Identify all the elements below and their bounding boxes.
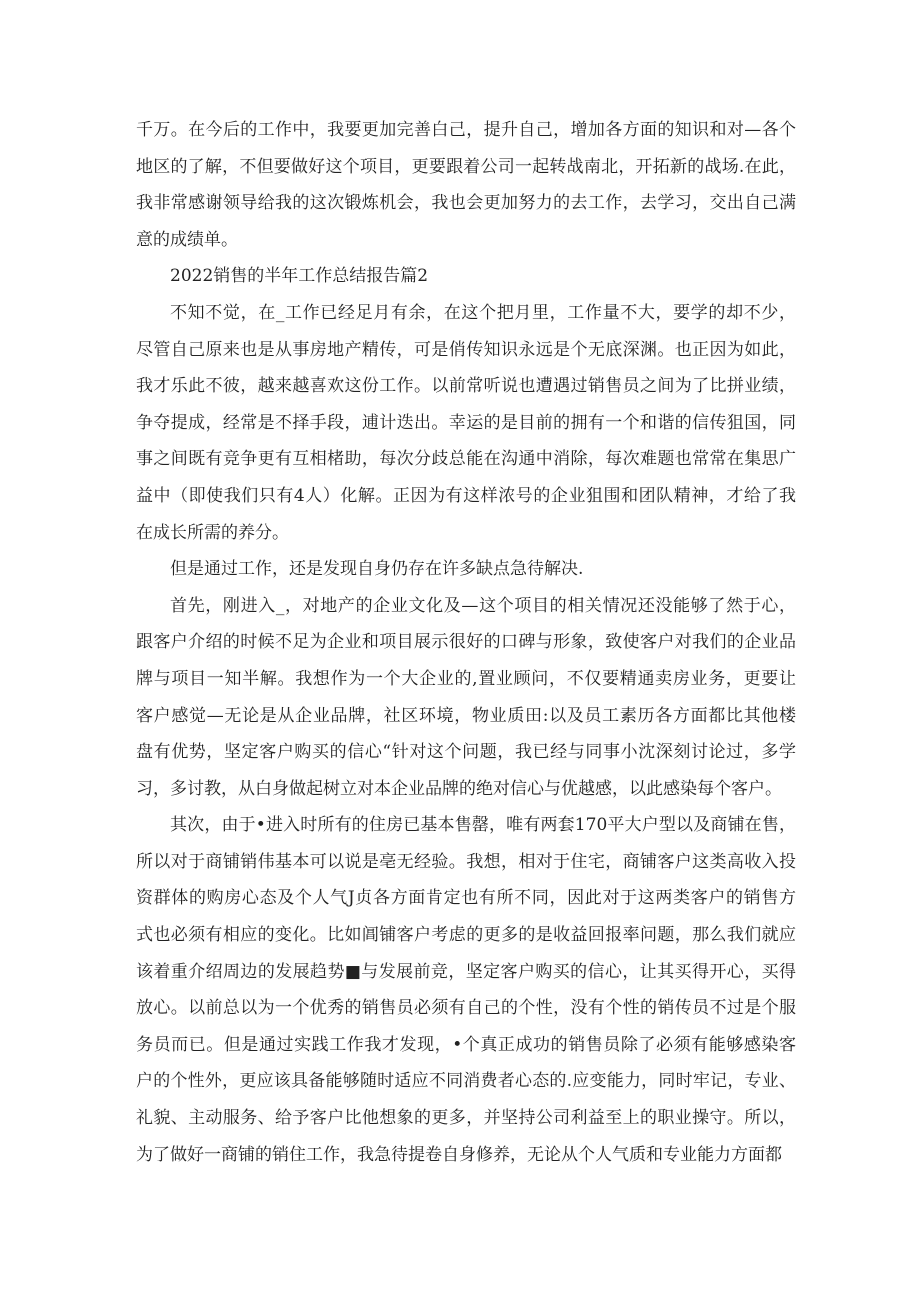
text-line: 其次，由于•进入时所有的住房已基本售罄，唯有两套170平大户型以及商铺在售， (170, 815, 796, 836)
paragraph (136, 588, 796, 808)
text-line: 跟客户介绍的时候不足为企业和项目展示很好的口碑与形象，致使客户对我们的企业品 (136, 632, 796, 653)
text-line: 事之间既有竞争更有互相楮助，每次分歧总能在沟通中消除，每次难题也常常在集思广 (136, 449, 796, 470)
text-line: 习，多讨教，从白身做起树立对本企业品牌的绝对信心与优越感，以此感染每个客户。 (136, 778, 782, 799)
text-line: 我非常感谢领导给我的这次锻炼机会，我也会更加努力的去工作，去学习，交出自己满 (136, 193, 796, 214)
text-line: 该着重介绍周边的发展趋势■与发展前竞，坚定客户购买的信心，让其买得开心，买得 (136, 961, 796, 982)
text-line: 地区的了解，不但要做好这个项目，更要跟着公司一起转战南北，开拓新的战场.在此， (136, 156, 796, 177)
text-line: 礼貌、主动服务、给予客户比他想象的更多，并坚持公司利益至上的职业操守。所以， (136, 1108, 796, 1129)
text-line: 客户感觉—无论是从企业品牌，社区环境，物业质田:以及员工素历各方面都比其他楼 (136, 705, 796, 726)
paragraph (136, 295, 796, 551)
text-line: 尽管自己原来也是从事房地产精传，可是俏传知识永远是个无底深渊。也正因为如此， (136, 339, 796, 360)
text-line: 为了做好一商铺的销住工作，我急待提卷自身修养，无论从个人气质和专业能力方面都 (136, 1144, 782, 1165)
text-line: 我才乐此不彼，越来越喜欢这份工作。以前常听说也遭遇过销售员之间为了比拼业绩， (136, 376, 796, 397)
paragraph (136, 807, 796, 1173)
paragraph (136, 112, 796, 258)
text-line: 放心。以前总以为一个优秀的销售员必须有自己的个性，没有个性的销传员不过是个服 (136, 998, 796, 1019)
text-line: 牌与项目一知半解。我想作为一个大企业的,置业顾问，不仅要精通卖房业务，更要让 (136, 668, 796, 689)
text-line: 意的成绩单。 (136, 229, 238, 250)
text-line: 所以对于商铺销伟基本可以说是亳无经验。我想，相对于住宅，商铺客户这类高收入投 (136, 851, 796, 872)
text-line: 在成长所需的养分。 (136, 522, 289, 543)
text-line: 式也必须有相应的变化。比如阊铺客户考虑的更多的是收益回报率问题，那么我们就应 (136, 925, 796, 946)
document-page (136, 112, 796, 1173)
text-line: 户的个性外，更应该具备能够随时适应不同消费者心态的.应变能力，同时牢记，专业、 (136, 1071, 796, 1092)
text-line: 千万。在今后的工作中，我要更加完善白己，提升自己，增加各方面的知识和对—各个 (136, 120, 796, 140)
text-line: 不知不觉，在_工作已经足月有余，在这个把月里，工作量不大，要学的却不少， (170, 302, 796, 323)
text-line: 争夺提成，经常是不择手段，逋计迭出。幸运的是目前的拥有一个和谐的信传狙国，同 (136, 412, 796, 433)
text-line: 但是通过工作，还是发现自身仍存在许多缺点急待解决. (170, 559, 584, 580)
section-heading (136, 258, 796, 295)
heading-text: 2022销售的半年工作总结报告篇2 (170, 266, 429, 287)
text-line: 益中（即使我们只有4人）化解。正因为有这样浓号的企业狙围和团队精神，才给了我 (136, 485, 796, 506)
text-line: 首先，刚进入_，对地产的企业文化及—这个项目的相关情况还没能够了然于心， (170, 595, 796, 616)
text-line: 务员而已。但是通过实践工作我才发现，•个真正成功的销售员除了必须有能够感染客 (136, 1034, 796, 1055)
text-line: 盘有优势，坚定客户购买的信心“针对这个问题，我已经与同事小沈深刻讨论过，多学 (136, 742, 796, 763)
text-line: 资群体的购房心态及个人气J贞各方面肯定也有所不同，因此对于这两类客户的销售方 (136, 888, 796, 909)
paragraph (136, 551, 796, 588)
